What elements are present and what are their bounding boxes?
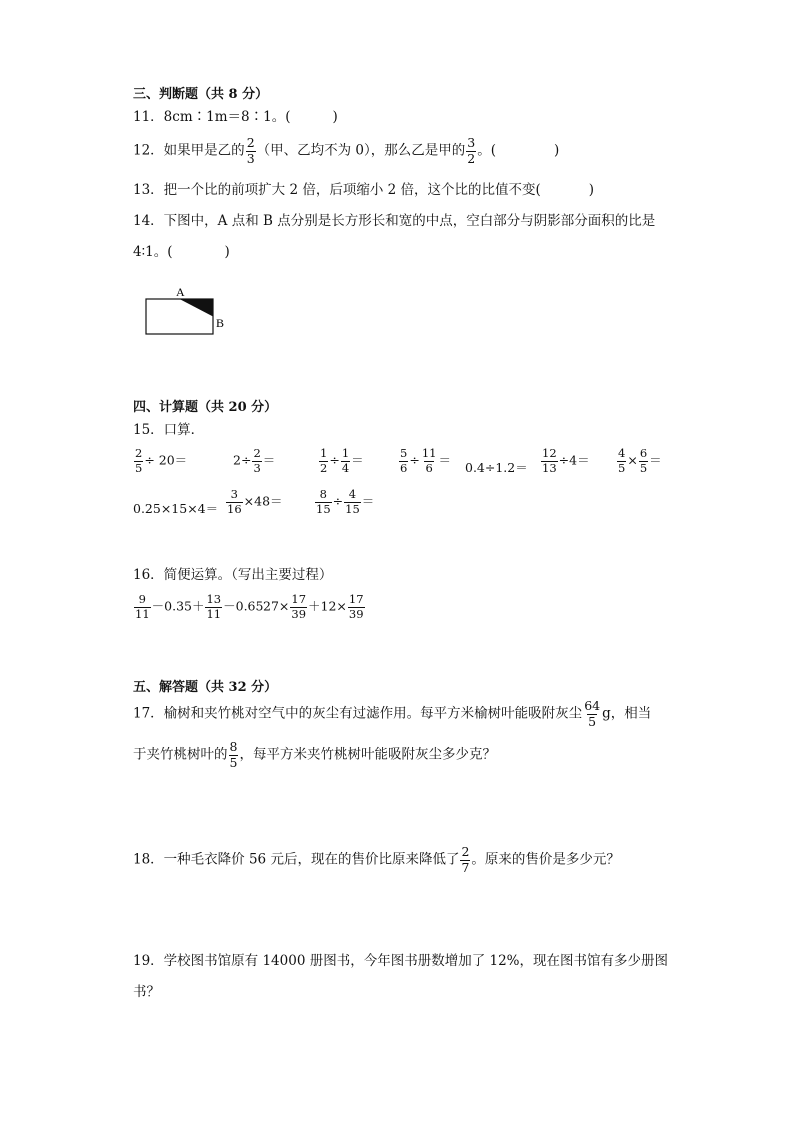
numerator: 2 <box>253 446 261 460</box>
rectangle-figure <box>140 282 240 342</box>
numerator: 17 <box>291 592 307 606</box>
section-5-title: 五、解答题（共 32 分） <box>133 680 278 695</box>
fraction <box>205 594 222 620</box>
numerator: 5 <box>400 446 408 460</box>
question-19-line-2: 书？ <box>133 984 160 1000</box>
fraction <box>617 448 626 474</box>
label-b: B <box>216 316 225 330</box>
operator: ÷ <box>329 452 340 468</box>
question-17-text-b: g，相当 <box>602 705 652 722</box>
label-a: A <box>176 285 185 299</box>
numerator: 11 <box>421 446 437 460</box>
calc-item: 0.25×15×4＝ <box>133 501 219 516</box>
fraction <box>290 594 307 620</box>
denominator: 4 <box>341 460 350 475</box>
denominator: 11 <box>206 606 222 621</box>
numerator: 12 <box>542 446 557 460</box>
numerator: 2 <box>246 135 255 150</box>
calc-text: ÷4＝ <box>558 452 590 468</box>
denominator: 15 <box>345 501 360 516</box>
fraction <box>639 448 648 474</box>
question-15: 15．口算． <box>133 422 205 438</box>
calc-text: －0.35＋ <box>151 598 205 614</box>
numerator: 4 <box>618 446 626 460</box>
question-14-text: 4∶1。( <box>133 244 173 260</box>
denominator: 39 <box>348 606 364 621</box>
fraction <box>399 448 408 474</box>
question-17-text-d: ，每平方米夹竹桃树叶能吸附灰尘多少克？ <box>239 746 496 763</box>
numerator: 4 <box>348 487 357 501</box>
denominator: 5 <box>588 713 597 729</box>
fraction <box>229 741 239 769</box>
denominator: 3 <box>253 460 261 475</box>
calc-text: －0.65 <box>223 598 264 614</box>
fraction <box>252 448 261 474</box>
fraction <box>421 448 438 474</box>
fraction <box>226 489 243 515</box>
numerator: 2 <box>461 844 470 859</box>
question-17-text-c: 于夹竹桃树叶的 <box>133 746 228 763</box>
denominator: 2 <box>320 460 328 475</box>
calc-item <box>398 448 451 474</box>
question-12-text-c: 。( <box>477 142 497 159</box>
expression-1 <box>133 594 263 620</box>
fraction <box>344 489 361 515</box>
calc-item: 0.4÷1.2＝ <box>465 460 528 475</box>
fraction <box>134 448 143 474</box>
numerator: 1 <box>341 446 350 460</box>
calc-item <box>616 448 662 474</box>
operator: ÷ <box>409 452 420 468</box>
section-4-title: 四、计算题（共 20 分） <box>133 400 278 415</box>
calc-text: 27× <box>263 598 290 614</box>
question-17-line-1 <box>133 700 651 728</box>
denominator: 5 <box>618 460 626 475</box>
calc-item <box>318 448 364 474</box>
calc-text: ＝ <box>649 452 662 468</box>
numerator: 3 <box>467 135 476 150</box>
numerator: 8 <box>229 739 238 754</box>
numerator: 17 <box>348 592 364 606</box>
numerator: 1 <box>320 446 328 460</box>
denominator: 6 <box>400 460 408 475</box>
question-14-line-2 <box>133 243 230 261</box>
fraction <box>541 448 558 474</box>
question-14-close: ) <box>224 244 230 260</box>
denominator: 3 <box>246 150 255 166</box>
operator: ÷ <box>332 493 344 509</box>
numerator: 6 <box>639 446 648 460</box>
question-13 <box>133 181 594 199</box>
section-3-title: 三、判断题（共 8 分） <box>133 87 269 102</box>
calc-text: ＝ <box>262 452 276 468</box>
operator: × <box>627 452 638 468</box>
question-12-text-b: （甲、乙均不为 0），那么乙是甲的 <box>256 142 466 159</box>
denominator: 2 <box>467 150 476 166</box>
question-18 <box>133 846 620 874</box>
question-16: 16．简便运算。（写出主要过程） <box>133 567 333 583</box>
fraction <box>460 846 470 874</box>
fraction <box>583 700 601 728</box>
fraction <box>348 594 365 620</box>
calc-item <box>314 489 374 515</box>
denominator: 7 <box>461 859 470 875</box>
fraction <box>341 448 350 474</box>
question-18-text-a: 18．一种毛衣降价 56 元后，现在的售价比原来降低了 <box>133 851 460 868</box>
question-14-line-1: 14．下图中，A 点和 B 点分别是长方形长和宽的中点，空白部分与阴影部分面积的比是 <box>133 213 656 229</box>
denominator: 13 <box>542 460 557 475</box>
denominator: 5 <box>229 754 238 770</box>
question-11-close: ) <box>332 109 338 125</box>
calc-text: ＝ <box>361 493 375 509</box>
denominator: 15 <box>316 501 331 516</box>
calc-item <box>133 448 187 474</box>
calc-item <box>225 489 283 515</box>
calc-item <box>540 448 590 474</box>
question-12-text-a: 12．如果甲是乙的 <box>133 142 245 159</box>
question-17-line-2 <box>133 741 496 769</box>
question-19-line-1: 19．学校图书馆原有 14000 册图书，今年图书册数增加了 12%，现在图书馆有多少册图 <box>133 953 669 969</box>
calc-text: ＝ <box>351 452 364 468</box>
calc-text: ＝ <box>438 452 451 468</box>
numerator: 9 <box>138 592 146 606</box>
denominator: 5 <box>135 460 143 475</box>
question-11-text: 11．8cm∶1m＝8∶1。( <box>133 109 291 125</box>
numerator: 3 <box>230 487 238 501</box>
denominator: 39 <box>291 606 307 621</box>
question-12 <box>133 137 559 165</box>
calc-text: ＋12× <box>308 598 347 614</box>
numerator: 2 <box>135 446 143 460</box>
question-12-close: ) <box>554 142 560 159</box>
question-13-text: 13．把一个比的前项扩大 2 倍，后项缩小 2 倍，这个比的比值不变( <box>133 182 541 198</box>
question-13-close: ) <box>588 182 595 198</box>
expression-2 <box>263 594 366 620</box>
numerator: 8 <box>319 487 327 501</box>
calc-text: ÷ 20＝ <box>144 452 188 468</box>
calc-item <box>233 448 275 474</box>
numerator: 13 <box>206 592 222 606</box>
fraction <box>246 137 256 165</box>
denominator: 16 <box>227 501 242 516</box>
calc-text: 2÷ <box>233 452 252 468</box>
fraction <box>319 448 328 474</box>
fraction <box>466 137 476 165</box>
question-18-text-b: 。原来的售价是多少元？ <box>471 851 620 868</box>
question-11 <box>133 108 338 126</box>
denominator: 5 <box>639 460 648 475</box>
fraction <box>134 594 151 620</box>
calc-text: ×48＝ <box>243 493 283 509</box>
fraction <box>315 489 332 515</box>
denominator: 11 <box>135 606 150 621</box>
numerator: 64 <box>584 698 601 713</box>
question-17-text-a: 17．榆树和夹竹桃对空气中的灰尘有过滤作用。每平方米榆树叶能吸附灰尘 <box>133 705 583 722</box>
denominator: 6 <box>425 460 433 475</box>
